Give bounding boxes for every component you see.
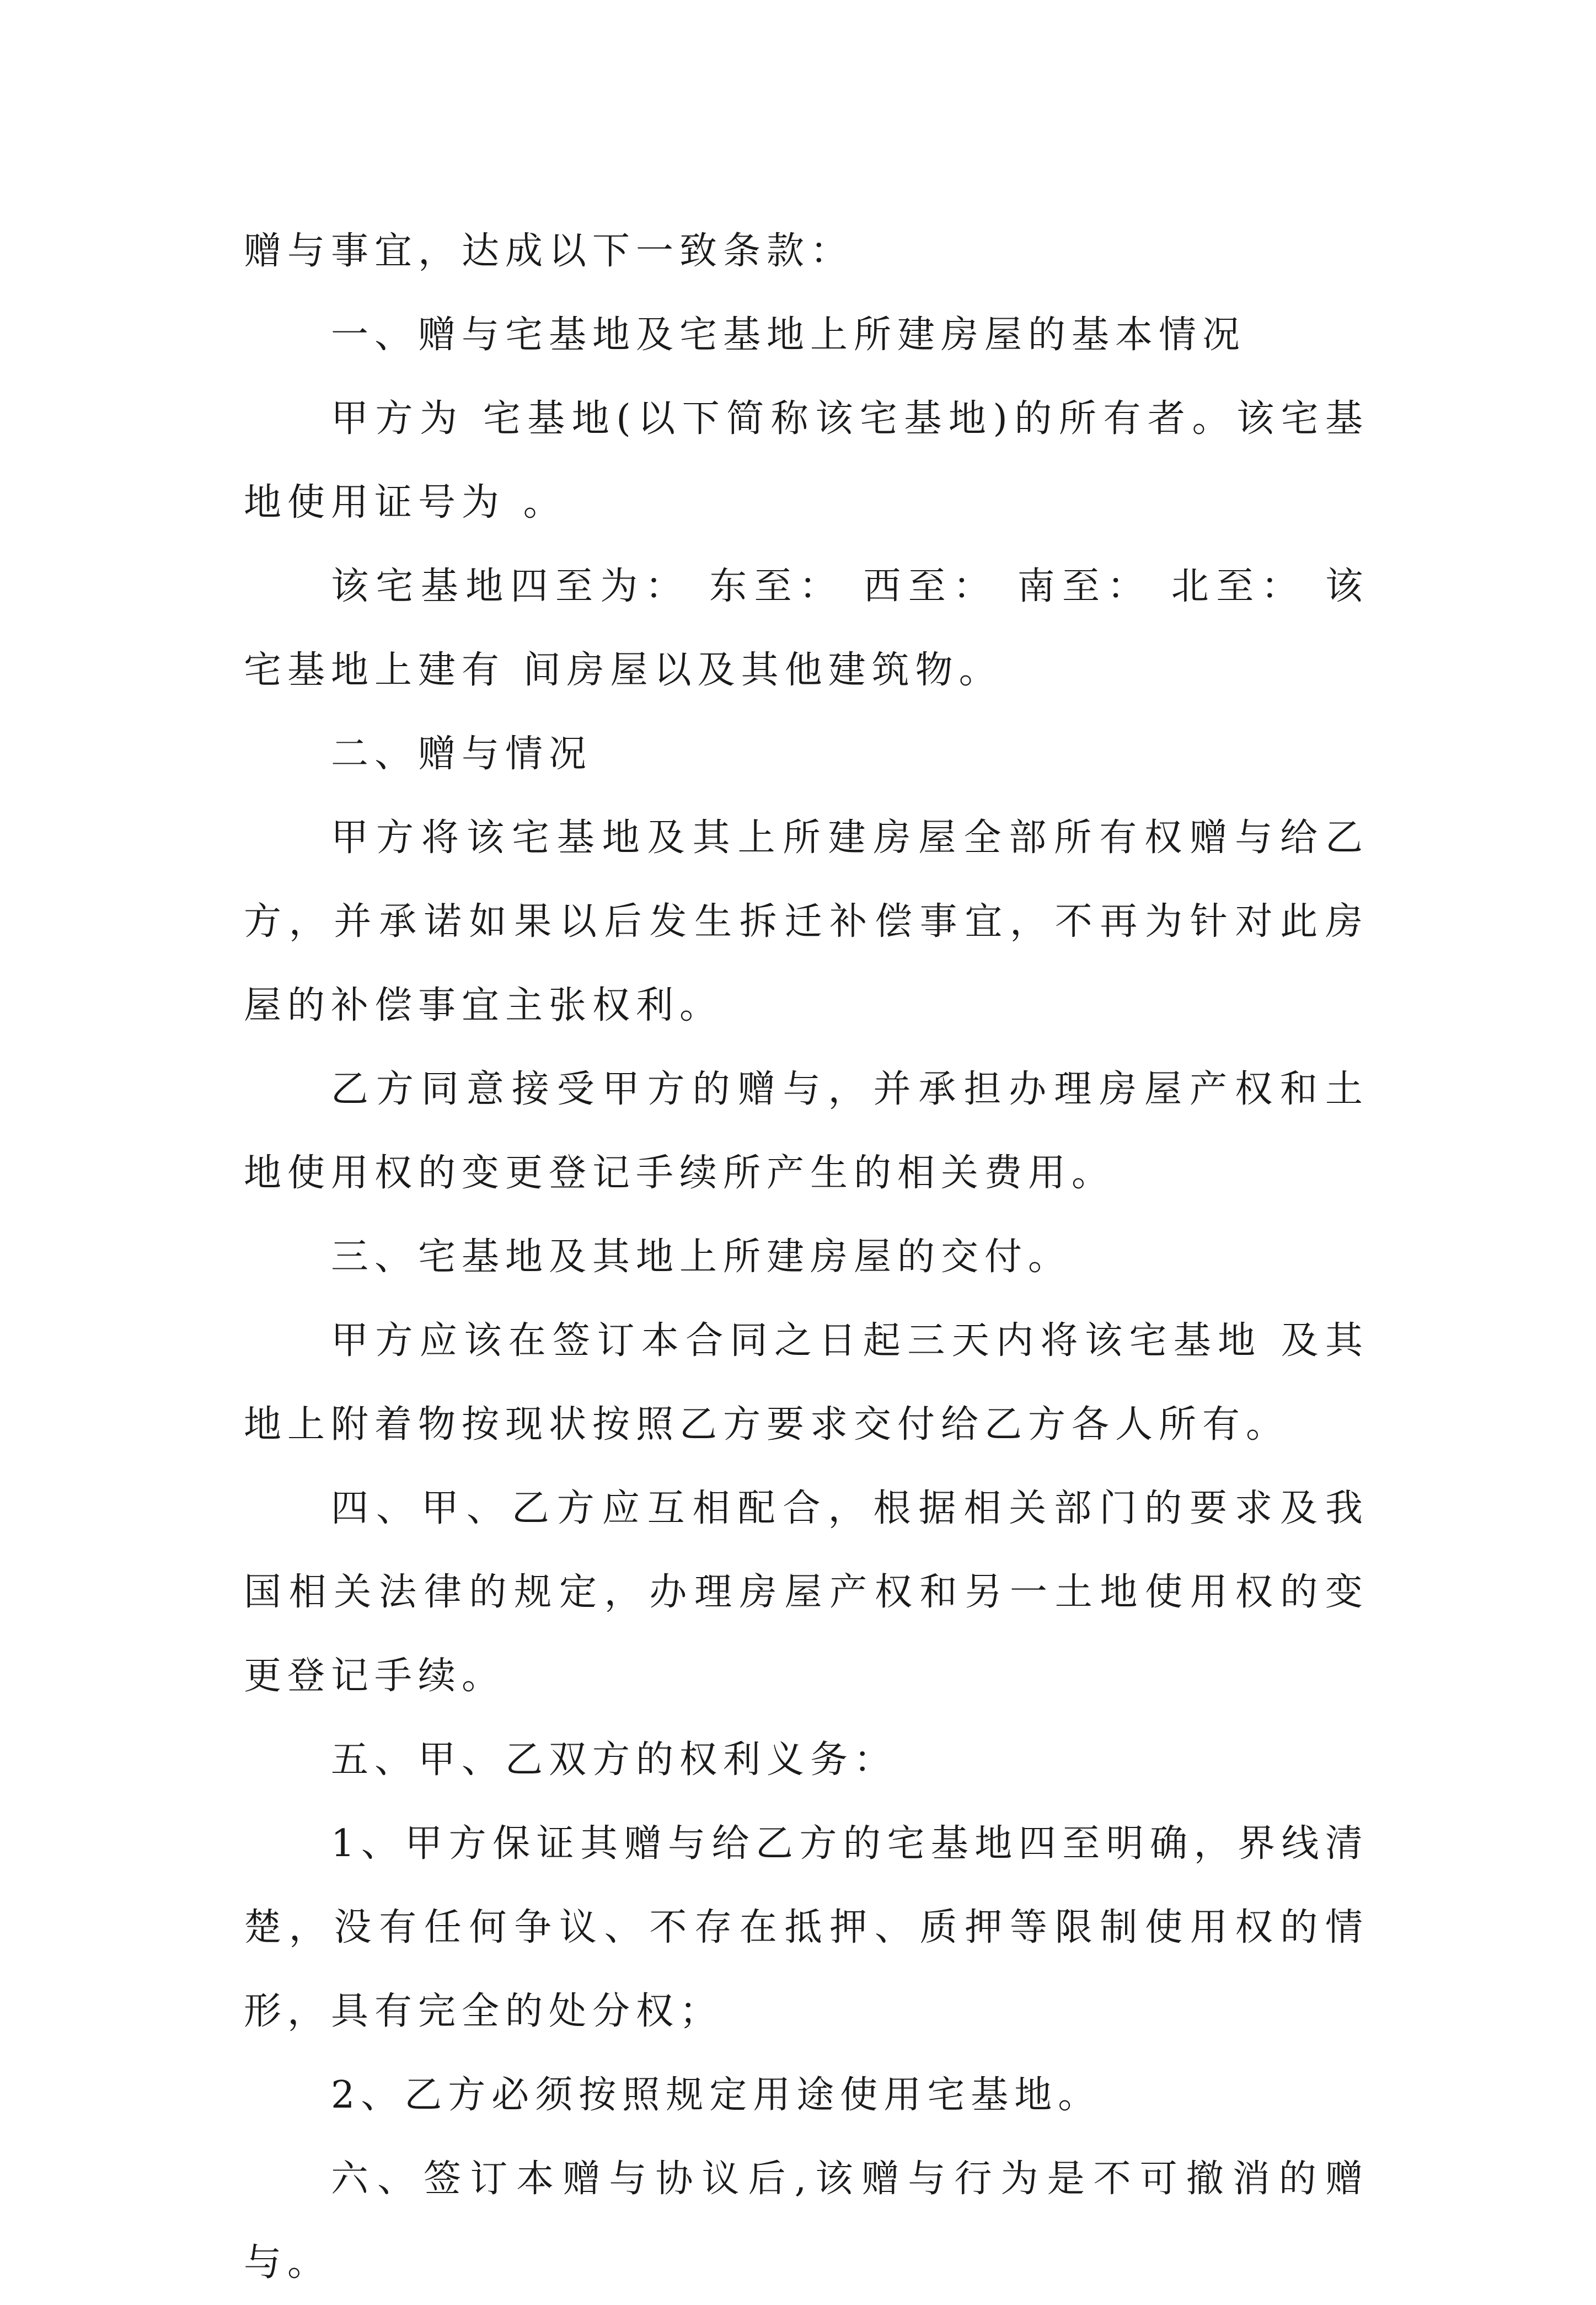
paragraph-delivery: 甲方应该在签订本合同之日起三天内将该宅基地 及其地上附着物按现状按照乙方要求交付给乙方各人所有。 [244,1319,1369,1446]
clause-item-1: 1、甲方保证其赠与给乙方的宅基地四至明确，界线清楚，没有任何争议、不存在抵押、质押等限制使用权的情形，具有完全的处分权； [244,1822,1369,2033]
section-heading-6: 六、签订本赠与协议后,该赠与行为是不可撤消的赠与。 [244,2157,1369,2285]
paragraph-continuation: 赠与事宜，达成以下一致条款： [244,229,854,273]
document-body [244,210,1369,2305]
paragraph-gift-terms: 甲方将该宅基地及其上所建房屋全部所有权赠与给乙方，并承诺如果以后发生拆迁补偿事宜，不再为针对此房屋的补偿事宜主张权利。 [244,816,1369,1027]
paragraph-owner: 甲方为 宅基地(以下简称该宅基地)的所有者。该宅基地使用证号为 。 [244,397,1369,524]
section-heading-2: 二、赠与情况 [331,732,593,776]
section-heading-5: 五、甲、乙双方的权利义务： [331,1738,898,1782]
section-heading-3: 三、宅基地及其地上所建房屋的交付。 [331,1235,1072,1279]
clause-item-2: 2、乙方必须按照规定用途使用宅基地。 [331,2073,1102,2117]
paragraph-boundaries: 该宅基地四至为： 东至： 西至： 南至： 北至： 该宅基地上建有 间房屋以及其他建筑物。 [244,565,1369,692]
paragraph-acceptance: 乙方同意接受甲方的赠与，并承担办理房屋产权和土地使用权的变更登记手续所产生的相关费用。 [244,1068,1369,1195]
section-heading-1: 一、赠与宅基地及宅基地上所建房屋的基本情况 [331,313,1246,357]
section-heading-4: 四、甲、乙方应互相配合，根据相关部门的要求及我国相关法律的规定，办理房屋产权和另一土地使用权的变更登记手续。 [244,1487,1369,1698]
